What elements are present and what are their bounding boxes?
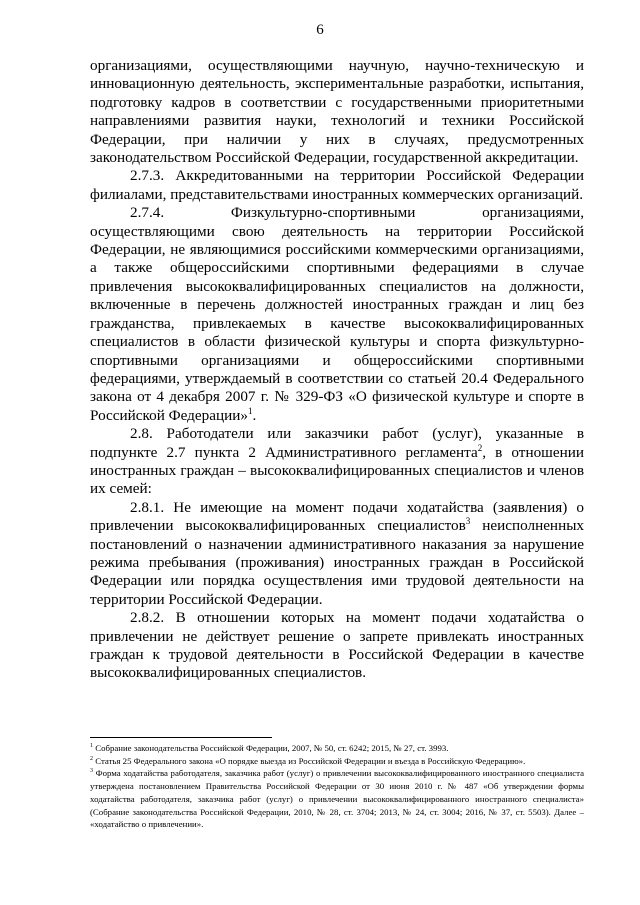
footnote-text: Статья 25 Федерального закона «О порядке выезда из Российской Федерации и въезда в Российскую Федерацию».	[93, 755, 526, 766]
footnote-divider	[90, 737, 272, 738]
paragraph-2-7-3	[90, 167, 584, 204]
paragraph-2-8	[90, 425, 584, 499]
footnote-2	[90, 755, 584, 768]
footnote-1	[90, 742, 584, 755]
footnote-ref-2[interactable]: 2	[477, 442, 483, 453]
paragraph-2-7-4	[90, 204, 584, 425]
footnote-text: Собрание законодательства Российской Федерации, 2007, № 50, ст. 6242; 2015, № 27, ст. 3993.	[93, 743, 449, 753]
paragraph-2-8-1	[90, 499, 584, 609]
footnote-ref-3[interactable]: 3	[465, 516, 471, 527]
paragraph-text: 2.8.1. Не имеющие на момент подачи ходатайства (заявления) о привлечении высококвалифицированных специалистов	[90, 498, 584, 535]
paragraph-2-8-2	[90, 609, 584, 683]
footnote-ref-1[interactable]: 1	[247, 405, 253, 416]
footnote-text: Форма ходатайства работодателя, заказчика работ (услуг) о привлечении высококвалифицированного иностранного специалиста утверждена постановлением Правительства Российской Федерации от 30 июня 2010 г. № 487 «Об утверждении формы ходатайства работодателя, заказчика работ (услуг) о привлечении высококвалифицированного иностранного специалиста» (Собрание законодательства Российской Федерации, 2010, № 28, ст. 3704; 2013, № 24, ст. 3004; 2016, № 37, ст. 5503). Далее – «ходатайство о привлечении».	[90, 768, 584, 830]
body-text	[90, 57, 584, 683]
paragraph-text: 2.7.3. Аккредитованными на территории Российской Федерации филиалами, представительствами иностранных коммерческих организаций.	[90, 167, 584, 203]
paragraph-continuation	[90, 57, 584, 167]
footnotes	[90, 742, 584, 831]
footnote-3	[90, 767, 584, 831]
paragraph-tail: .	[252, 406, 257, 424]
footnote-mark: 2	[90, 755, 93, 762]
paragraph-tail: неисполненных постановлений о назначении административного наказания за нарушение режима пребывания (проживания) иностранных граждан в Российской Федерации или порядка осуществления ими трудовой деятельности на территории Российской Федерации.	[90, 517, 584, 608]
paragraph-text: 2.8.2. В отношении которых на момент подачи ходатайства о привлечении не действует решение о запрете привлекать иностранных граждан к трудовой деятельности в Российской Федерации в качестве высококвалифицированных специалистов.	[90, 609, 584, 682]
paragraph-text: 2.8. Работодатели или заказчики работ (услуг), указанные в подпункте 2.7 пункта 2 Административного регламента	[90, 425, 584, 461]
footnote-mark: 3	[90, 768, 93, 775]
paragraph-text: 2.7.4. Физкультурно-спортивными организациями, осуществляющими свою деятельность на территории Российской Федерации, не являющимися российскими коммерческими организациями, а также общероссийскими спортивными федерациями в случае привлечения высококвалифицированных специалистов на должности, включенные в перечень должностей иностранных граждан и лиц без гражданства, привлекаемых в качестве высококвалифицированных специалистов в области физической культуры и спорта физкультурно-спортивными организациями и общероссийскими спортивными федерациями, утверждаемый в соответствии со статьей 20.4 Федерального закона от 4 декабря 2007 г. № 329-ФЗ «О физической культуре и спорте в Российской Федерации»	[90, 204, 584, 424]
page-number: 6	[316, 22, 324, 38]
paragraph-text: организациями, осуществляющими научную, научно-техническую и инновационную деятельность, экспериментальные разработки, испытания, подготовку кадров в соответствии с государственными приоритетными направлениями развития науки, технологий и техники Российской Федерации, при наличии у них в случаях, предусмотренных законодательством Российской Федерации, государственной аккредитации.	[90, 57, 584, 167]
footnote-mark: 1	[90, 743, 93, 750]
paragraph-tail: , в отношении иностранных граждан – высококвалифицированных специалистов и членов их семей:	[90, 443, 584, 498]
